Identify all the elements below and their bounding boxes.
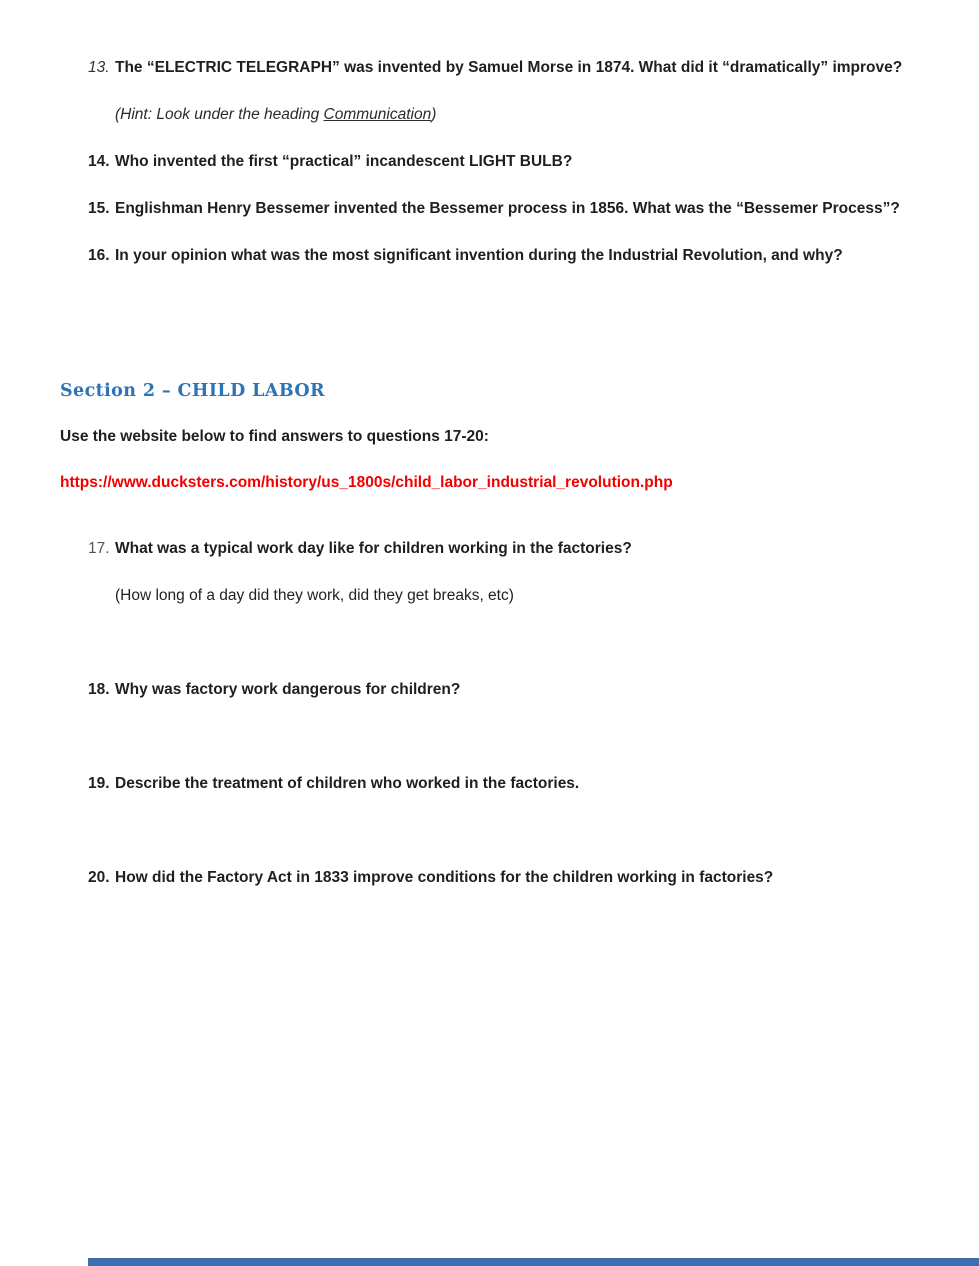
question-17-body: What was a typical work day like for children working in the factories? <box>115 540 632 557</box>
question-list-section1 <box>88 44 924 279</box>
question-17-number: 17. <box>88 540 110 557</box>
question-19-number: 19. <box>88 775 110 792</box>
question-20-text: How did the Factory Act in 1833 improve conditions for the children working in factories? <box>115 869 774 886</box>
section-2-heading: Section 2 – CHILD LABOR <box>60 381 325 401</box>
question-20 <box>88 854 924 901</box>
question-17-subtext: (How long of a day did they work, did they get breaks, etc) <box>115 587 514 604</box>
question-13-text <box>115 44 921 138</box>
question-16-text: In your opinion what was the most significant invention during the Industrial Revolution, and why? <box>115 247 843 264</box>
question-13-hint-underlined: Communication <box>323 106 432 123</box>
question-18-number: 18. <box>88 681 110 698</box>
question-15 <box>88 185 924 232</box>
question-20-number: 20. <box>88 869 110 886</box>
question-13-hint-prefix: (Hint: Look under the heading <box>115 106 324 123</box>
question-17 <box>88 525 924 619</box>
question-16 <box>88 232 924 279</box>
question-13 <box>88 44 924 138</box>
question-19 <box>88 760 924 807</box>
question-14 <box>88 138 924 185</box>
question-13-hint-suffix: ) <box>431 106 437 123</box>
question-17-text <box>115 525 921 619</box>
resource-url-link[interactable]: https://www.ducksters.com/history/us_1800s/child_labor_industrial_revolution.php <box>60 474 673 491</box>
question-13-number: 13. <box>88 59 110 76</box>
question-16-number: 16. <box>88 247 110 264</box>
question-15-text: Englishman Henry Bessemer invented the Bessemer process in 1856. What was the “Bessemer Process”? <box>115 200 900 217</box>
bottom-page-border <box>88 1258 979 1266</box>
question-19-text: Describe the treatment of children who worked in the factories. <box>115 775 580 792</box>
question-18-text: Why was factory work dangerous for children? <box>115 681 461 698</box>
question-14-number: 14. <box>88 153 110 170</box>
question-15-number: 15. <box>88 200 110 217</box>
question-18 <box>88 666 924 713</box>
question-13-body: The “ELECTRIC TELEGRAPH” was invented by Samuel Morse in 1874. What did it “dramatically” improve? <box>115 59 903 76</box>
section-2-instructions: Use the website below to find answers to questions 17-20: <box>60 428 489 445</box>
question-14-text: Who invented the first “practical” incandescent LIGHT BULB? <box>115 153 573 170</box>
question-list-section2 <box>88 525 924 901</box>
